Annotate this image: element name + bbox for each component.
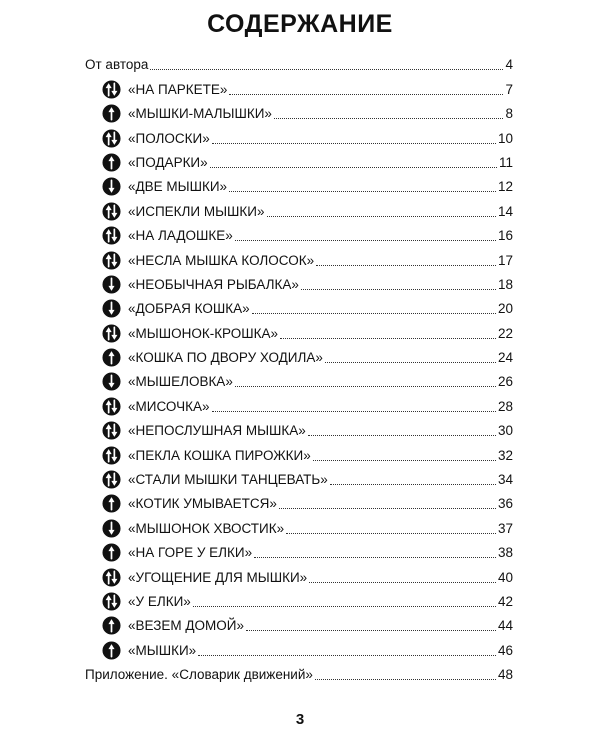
dot-leader bbox=[301, 289, 496, 290]
dot-leader bbox=[150, 69, 503, 70]
toc-entry-page: 11 bbox=[498, 154, 513, 170]
dot-leader bbox=[309, 582, 496, 583]
toc-entry-page: 28 bbox=[497, 398, 513, 414]
page-number: 3 bbox=[295, 711, 305, 728]
toc-entry-title: «ПЕКЛА КОШКА ПИРОЖКИ» bbox=[128, 447, 311, 463]
up-down-arrows-icon bbox=[102, 202, 121, 221]
toc-entry bbox=[85, 415, 513, 439]
toc-entry-title: «СТАЛИ МЫШКИ ТАНЦЕВАТЬ» bbox=[128, 472, 328, 488]
toc-entry bbox=[85, 464, 513, 488]
toc-entry-page: 38 bbox=[497, 545, 513, 561]
toc-entry-title: От автора bbox=[85, 57, 149, 73]
toc-entry-page: 30 bbox=[497, 423, 513, 439]
toc-entry-title: «ПОДАРКИ» bbox=[128, 154, 208, 170]
up-arrow-icon bbox=[102, 348, 121, 367]
up-arrow-icon bbox=[102, 616, 121, 635]
toc-entry-page: 18 bbox=[497, 276, 513, 292]
toc-entry-page: 24 bbox=[497, 350, 513, 366]
toc-entry bbox=[85, 390, 513, 414]
up-arrow-icon bbox=[102, 494, 121, 513]
dot-leader bbox=[316, 265, 496, 266]
toc-entry bbox=[85, 171, 513, 195]
toc-entry-page: 42 bbox=[497, 593, 513, 609]
up-down-arrows-icon bbox=[102, 397, 121, 416]
dot-leader bbox=[315, 679, 496, 680]
toc-entry-page: 17 bbox=[497, 252, 513, 268]
dot-leader bbox=[325, 362, 496, 363]
dot-leader bbox=[210, 167, 497, 168]
dot-leader bbox=[212, 143, 496, 144]
toc-entry bbox=[85, 561, 513, 585]
toc-entry-page: 22 bbox=[497, 325, 513, 341]
toc-entry-title: «НЕПОСЛУШНАЯ МЫШКА» bbox=[128, 423, 306, 439]
up-down-arrows-icon bbox=[102, 568, 121, 587]
dot-leader bbox=[198, 655, 496, 656]
toc-entry-page: 10 bbox=[497, 130, 513, 146]
toc-entry-page: 20 bbox=[497, 301, 513, 317]
up-down-arrows-icon bbox=[102, 129, 121, 148]
up-down-arrows-icon bbox=[102, 446, 121, 465]
toc-entry-title: «ДВЕ МЫШКИ» bbox=[128, 179, 228, 195]
toc-entry-page: 26 bbox=[497, 374, 513, 390]
dot-leader bbox=[235, 240, 496, 241]
toc-entry bbox=[85, 293, 513, 317]
toc-entry-title: «ПОЛОСКИ» bbox=[128, 130, 210, 146]
toc-entry bbox=[85, 342, 513, 366]
dot-leader bbox=[229, 94, 503, 95]
toc-entry bbox=[85, 366, 513, 390]
toc-entry-page: 32 bbox=[497, 447, 513, 463]
up-down-arrows-icon bbox=[102, 421, 121, 440]
up-arrow-icon bbox=[102, 104, 121, 123]
toc-entry bbox=[85, 195, 513, 219]
up-down-arrows-icon bbox=[102, 592, 121, 611]
toc-entry-title: «НЕОБЫЧНАЯ РЫБАЛКА» bbox=[128, 276, 299, 292]
dot-leader bbox=[212, 411, 496, 412]
toc-entry-title: «МЫШКИ» bbox=[128, 642, 197, 658]
toc-entry-page: 14 bbox=[497, 203, 513, 219]
toc-entry-page: 37 bbox=[497, 520, 513, 536]
dot-leader bbox=[279, 508, 496, 509]
toc-entry-page: 16 bbox=[497, 228, 513, 244]
up-down-arrows-icon bbox=[102, 470, 121, 489]
dot-leader bbox=[308, 435, 496, 436]
page-title: СОДЕРЖАНИЕ bbox=[207, 10, 393, 38]
toc-entry-page: 7 bbox=[505, 81, 513, 97]
up-arrow-icon bbox=[102, 641, 121, 660]
dot-leader bbox=[286, 533, 496, 534]
toc-entry-title: «ДОБРАЯ КОШКА» bbox=[128, 301, 250, 317]
toc-entry-title: «ВЕЗЕМ ДОМОЙ» bbox=[128, 618, 244, 634]
down-arrow-icon bbox=[102, 519, 121, 538]
down-arrow-icon bbox=[102, 372, 121, 391]
toc-entry bbox=[85, 122, 513, 146]
toc-entry-title: «НА ПАРКЕТЕ» bbox=[128, 81, 228, 97]
dot-leader bbox=[280, 338, 496, 339]
up-down-arrows-icon bbox=[102, 324, 121, 343]
toc-entry-page: 40 bbox=[497, 569, 513, 585]
toc-entry bbox=[85, 244, 513, 268]
toc-entry-title: «МЫШЕЛОВКА» bbox=[128, 374, 233, 390]
dot-leader bbox=[274, 118, 504, 119]
toc-entry-title: «НА ГОРЕ У ЕЛКИ» bbox=[128, 545, 253, 561]
toc-entry-title: «КОШКА ПО ДВОРУ ХОДИЛА» bbox=[128, 350, 323, 366]
toc-entry bbox=[85, 586, 513, 610]
dot-leader bbox=[193, 606, 496, 607]
toc-entry-title: «УГОЩЕНИЕ ДЛЯ МЫШКИ» bbox=[128, 569, 308, 585]
toc-entry bbox=[85, 49, 513, 73]
dot-leader bbox=[246, 630, 496, 631]
dot-leader bbox=[267, 216, 496, 217]
toc-entry-title: «МЫШКИ-МАЛЫШКИ» bbox=[128, 106, 272, 122]
toc-entry-page: 46 bbox=[497, 642, 513, 658]
toc-entry bbox=[85, 537, 513, 561]
toc-entry-page: 48 bbox=[497, 667, 513, 683]
toc-entry bbox=[85, 634, 513, 658]
toc-entry-title: «НА ЛАДОШКЕ» bbox=[128, 228, 233, 244]
toc-entry bbox=[85, 73, 513, 97]
dot-leader bbox=[254, 557, 496, 558]
toc-entry-page: 12 bbox=[497, 179, 513, 195]
toc-entry-title: «МЫШОНОК-КРОШКА» bbox=[128, 325, 279, 341]
down-arrow-icon bbox=[102, 177, 121, 196]
toc-entry-title: Приложение. «Словарик движений» bbox=[85, 667, 313, 683]
dot-leader bbox=[235, 386, 496, 387]
down-arrow-icon bbox=[102, 275, 121, 294]
toc-entry bbox=[85, 147, 513, 171]
dot-leader bbox=[313, 460, 496, 461]
table-of-contents bbox=[85, 49, 513, 683]
toc-entry bbox=[85, 317, 513, 341]
toc-entry-title: «ИСПЕКЛИ МЫШКИ» bbox=[128, 203, 265, 219]
toc-entry-title: «МИСОЧКА» bbox=[128, 398, 210, 414]
toc-entry bbox=[85, 488, 513, 512]
up-arrow-icon bbox=[102, 153, 121, 172]
toc-entry bbox=[85, 439, 513, 463]
up-down-arrows-icon bbox=[102, 251, 121, 270]
toc-entry bbox=[85, 220, 513, 244]
toc-entry bbox=[85, 98, 513, 122]
down-arrow-icon bbox=[102, 299, 121, 318]
toc-entry-title: «НЕСЛА МЫШКА КОЛОСОК» bbox=[128, 252, 315, 268]
up-down-arrows-icon bbox=[102, 80, 121, 99]
dot-leader bbox=[252, 313, 496, 314]
toc-entry bbox=[85, 610, 513, 634]
toc-entry-page: 34 bbox=[497, 472, 513, 488]
toc-entry bbox=[85, 659, 513, 683]
up-down-arrows-icon bbox=[102, 226, 121, 245]
toc-entry bbox=[85, 512, 513, 536]
up-arrow-icon bbox=[102, 543, 121, 562]
toc-entry-title: «КОТИК УМЫВАЕТСЯ» bbox=[128, 496, 277, 512]
toc-entry-page: 44 bbox=[497, 618, 513, 634]
toc-entry-page: 36 bbox=[497, 496, 513, 512]
toc-entry-title: «У ЕЛКИ» bbox=[128, 593, 191, 609]
toc-entry-page: 4 bbox=[505, 57, 513, 73]
toc-entry-title: «МЫШОНОК ХВОСТИК» bbox=[128, 520, 285, 536]
dot-leader bbox=[229, 191, 496, 192]
dot-leader bbox=[330, 484, 496, 485]
toc-entry bbox=[85, 269, 513, 293]
toc-entry-page: 8 bbox=[505, 106, 513, 122]
